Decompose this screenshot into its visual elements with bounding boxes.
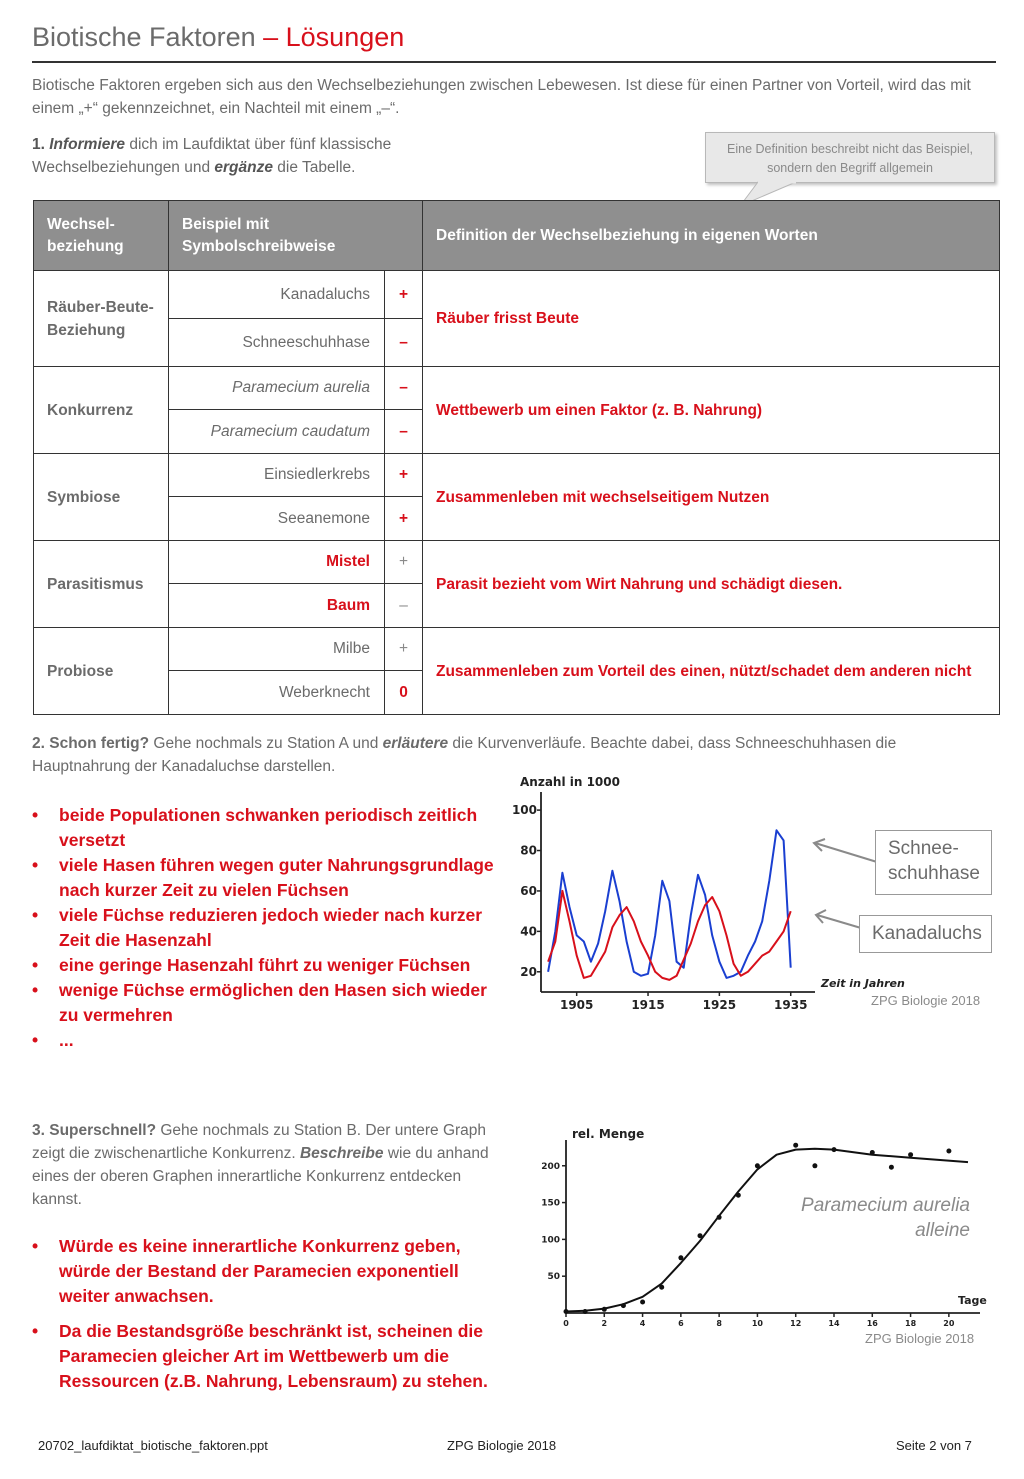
chart1-x-ticks [560,992,807,1012]
task1-text [32,133,452,179]
data-point [564,1309,569,1314]
list-item: • viele Hasen führen wegen guter Nahrungsgrundlage nach kurzer Zeit zu vielen Füchsen [32,853,502,903]
data-point [793,1143,798,1148]
list-item: • Würde es keine innerartliche Konkurrenz geben, würde der Bestand der Paramecien exponentiell weiter anwachsen. [32,1234,512,1309]
definition-cell: Zusammenleben zum Vorteil des einen, nützt/schadet dem anderen nicht [423,628,1000,715]
task3-text [32,1119,492,1211]
relation-cell: Räuber-Beute-Beziehung [34,271,169,367]
header-example: Beispiel mit Symbolschreibweise [169,201,423,271]
chart2-credit: ZPG Biologie 2018 [865,1331,975,1346]
data-point [812,1163,817,1168]
task1-verb1: Informiere [49,136,126,153]
arrow-luchs [817,915,861,928]
definition-cell: Räuber frisst Beute [423,271,1000,367]
example-cell: Baum [169,584,385,628]
list-item: • beide Populationen schwanken periodisch zeitlich versetzt [32,803,502,853]
symbol-cell: – [385,319,423,367]
symbol-cell: – [385,367,423,410]
header-definition: Definition der Wechselbeziehung in eigenen Worten [423,201,1000,271]
example-cell: Kanadaluchs [169,271,385,319]
task3-text1: Gehe nochmals zu Station B. Der untere Graph zeigt die zwischenartliche Konkurrenz. [32,1122,487,1162]
legend-schneeschuhhase: Schnee-schuhhase [875,830,992,895]
example-cell: Paramecium aurelia [169,367,385,410]
chart1-y-tick-label: 60 [520,883,537,898]
list-item: • ... [32,1028,502,1053]
relation-cell: Konkurrenz [34,367,169,454]
footer-filename: 20702_laufdiktat_biotische_faktoren.ppt [38,1438,268,1453]
title-solutions: – Lösungen [263,22,405,52]
task2-text2: die Kurvenverläufe. Beachte dabei, dass Schneeschuhhasen die Hauptnahrung der Kanadaluchse darstellen. [32,735,897,775]
relation-cell: Probiose [34,628,169,715]
table-row [34,541,1000,584]
list-item: • wenige Füchse ermöglichen den Hasen sich wieder zu vermehren [32,978,502,1028]
symbol-cell: + [385,271,423,319]
footer-page: Seite 2 von 7 [896,1438,972,1453]
table-row [34,628,1000,671]
chart2-y-tick-label: 50 [547,1272,560,1283]
chart1-x-tick-label: 1925 [702,998,737,1012]
footer-center: ZPG Biologie 2018 [447,1438,557,1453]
data-point [908,1152,913,1157]
list-item: • viele Füchse reduzieren jedoch wieder nach kurzer Zeit die Hasenzahl [32,903,502,953]
data-point [678,1255,683,1260]
title-main: Biotische Faktoren [32,22,256,52]
task3-answers [32,1234,512,1404]
data-point [832,1147,837,1152]
page-title [32,22,404,53]
task1-text2: die Tabelle. [273,159,356,176]
chart2-y-tick-label: 200 [541,1161,560,1172]
definition-callout: Eine Definition beschreibt nicht das Beispiel, sondern den Begriff allgemein [705,132,995,183]
table-row [34,454,1000,497]
chart2-x-tick-label: 6 [678,1319,684,1328]
chart2-x-tick-label: 4 [639,1319,646,1328]
chart1-ylabel: Anzahl in 1000 [520,775,620,789]
chart2-x-tick-label: 0 [563,1319,569,1328]
example-cell: Weberknecht [169,671,385,715]
chart2-x-tick-label: 18 [905,1319,917,1328]
task2-verb: erläutere [382,735,449,752]
data-point [698,1233,703,1238]
series-line-schneeschuhhase [548,830,791,978]
symbol-cell: + [385,628,423,671]
data-point [583,1309,588,1314]
chart2-x-tick-label: 10 [751,1319,763,1328]
title-divider [32,61,996,63]
data-point [659,1285,664,1290]
relations-table [33,200,1000,715]
chart1-y-tick-label: 40 [520,924,537,939]
intro-text: Biotische Faktoren ergeben sich aus den Wechselbeziehungen zwischen Lebewesen. Ist diese für einen Partner von Vorteil, wird das mit einem „+“ gekennzeichnet, ein Nachteil mit einem „–“. [32,77,971,117]
chart2-x-tick-label: 2 [601,1319,608,1328]
example-cell: Einsiedlerkrebs [169,454,385,497]
task1-verb2: ergänze [214,159,273,176]
chart1-y-tick-label: 100 [511,803,537,818]
definition-cell: Zusammenleben mit wechselseitigem Nutzen [423,454,1000,541]
example-cell: Paramecium caudatum [169,410,385,454]
relation-cell: Symbiose [34,454,169,541]
chart2-x-tick-label: 20 [943,1319,955,1328]
chart1-y-tick-label: 80 [520,843,537,858]
list-item: • eine geringe Hasenzahl führt zu weniger Füchsen [32,953,502,978]
example-cell: Mistel [169,541,385,584]
chart1-series [548,830,791,980]
task3-text2: wie du anhand eines der oberen Graphen innerartliche Konkurrenz entdecken kannst. [32,1145,489,1208]
symbol-cell: + [385,541,423,584]
table-row [34,367,1000,410]
task2-lead: 2. Schon fertig? [32,735,150,752]
data-point [870,1150,875,1155]
data-point [717,1215,722,1220]
data-point [602,1307,607,1312]
symbol-cell: – [385,584,423,628]
symbol-cell: – [385,410,423,454]
data-point [621,1303,626,1308]
relation-cell: Parasitismus [34,541,169,628]
data-point [640,1300,645,1305]
data-point [736,1193,741,1198]
chart1-x-tick-label: 1935 [774,998,808,1012]
list-item: • Da die Bestandsgröße beschränkt ist, scheinen die Paramecien gleicher Art im Wettbewerb um die Ressourcen (z.B. Nahrung, Lebensraum) zu stehen. [32,1319,512,1394]
definition-cell: Parasit bezieht vom Wirt Nahrung und schädigt diesen. [423,541,1000,628]
chart2-x-tick-label: 14 [828,1319,840,1328]
table-row [34,271,1000,319]
example-cell: Milbe [169,628,385,671]
symbol-cell: 0 [385,671,423,715]
task3-lead: 3. Superschnell? [32,1122,157,1139]
chart1-y-tick-label: 20 [520,964,537,979]
definition-cell: Wettbewerb um einen Faktor (z. B. Nahrung) [423,367,1000,454]
chart1-credit: ZPG Biologie 2018 [871,993,981,1008]
chart2-x-ticks [563,1313,955,1328]
chart2-xlabel: Tage [958,1294,987,1307]
data-point [889,1165,894,1170]
task1-text1: dich im Laufdiktat über fünf klassische Wechselbeziehungen und [32,136,392,176]
task2-answers [32,803,502,1053]
symbol-cell: + [385,454,423,497]
chart2-x-tick-label: 8 [716,1319,722,1328]
task1-number: 1. [32,136,45,153]
chart2-y-ticks [541,1162,566,1282]
task2-text1: Gehe nochmals zu Station A und [149,735,383,752]
arrow-hase [815,843,877,862]
example-cell: Seeanemone [169,497,385,541]
chart1-xlabel: Zeit in Jahren [821,977,905,990]
chart2-y-tick-label: 100 [541,1235,560,1246]
symbol-cell: + [385,497,423,541]
data-point [946,1149,951,1154]
chart2-y-tick-label: 150 [541,1198,560,1209]
example-cell: Schneeschuhhase [169,319,385,367]
chart2-annotation: Paramecium aurelia alleine [801,1195,970,1241]
legend-kanadaluchs: Kanadaluchs [859,915,992,953]
chart2-x-tick-label: 16 [866,1319,878,1328]
chart2-x-tick-label: 12 [790,1319,802,1328]
chart2-ylabel: rel. Menge [572,1127,645,1141]
table-header-row [34,201,1000,271]
task3-verb: Beschreibe [299,1145,384,1162]
chart1-y-ticks [512,803,541,979]
chart1-x-tick-label: 1915 [631,998,665,1012]
chart1-x-tick-label: 1905 [559,998,594,1012]
header-relation: Wechsel-beziehung [34,201,169,271]
data-point [755,1163,760,1168]
